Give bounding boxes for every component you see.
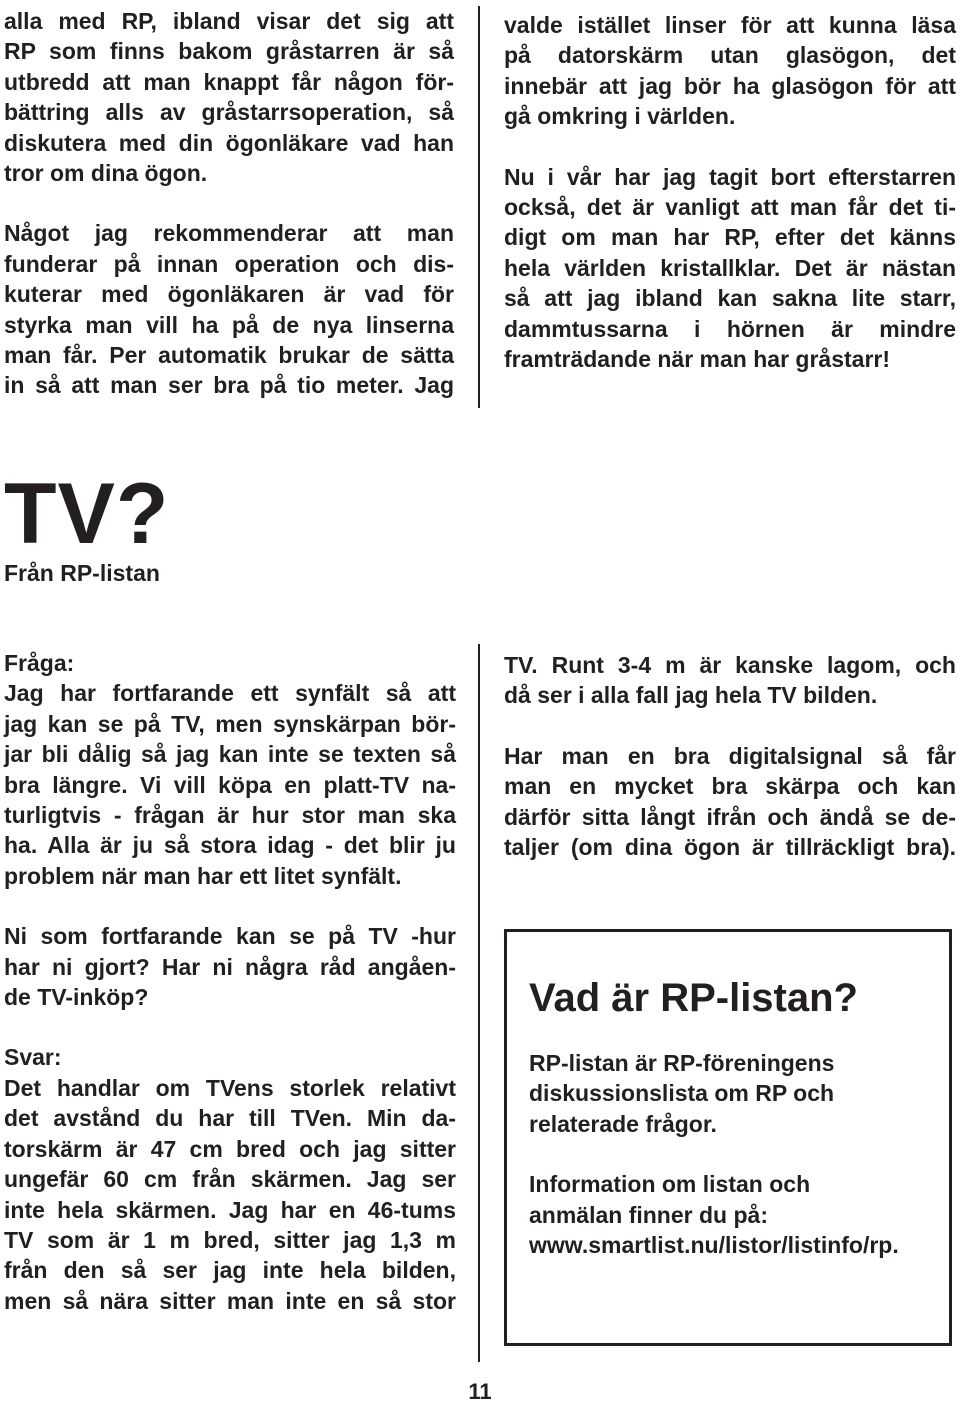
text-line: då ser i alla fall jag hela TV bilden.	[504, 682, 878, 709]
text-line: har ni gjort? Har ni några råd angåen-	[4, 953, 456, 980]
text-line: bra längre. Vi vill köpa en platt-TV na-	[4, 771, 456, 798]
paragraph	[4, 678, 456, 891]
section-subtitle: Från RP-listan	[4, 560, 160, 586]
text-line: styrka man vill ha på de nya linserna	[4, 311, 454, 338]
page-number: 11	[468, 1379, 492, 1404]
text-line: valde istället linser för att kunna läsa	[504, 12, 956, 38]
text-line: Det handlar om TVens storlek relativt	[4, 1074, 456, 1101]
paragraph	[4, 1073, 456, 1316]
text-line: från den så ser jag inte hela bilden,	[4, 1257, 456, 1284]
info-box	[504, 929, 952, 1346]
text-line: man får. Per automatik brukar de sätta	[4, 342, 454, 369]
text-line: relaterade frågor.	[529, 1110, 717, 1137]
text-line: Nu i vår har jag tagit bort efterstarren	[504, 163, 956, 190]
text-line: tror om dina ögon.	[4, 160, 208, 187]
text-line: Något jag rekommenderar att man	[4, 220, 454, 247]
paragraph	[504, 10, 956, 132]
text-line: men så nära sitter man inte en så stor	[4, 1287, 456, 1314]
text-line: de TV-inköp?	[4, 984, 149, 1011]
text-line: in så att man ser bra på tio meter. Jag	[4, 372, 454, 399]
section-title: TV?	[4, 466, 170, 562]
paragraph	[4, 6, 454, 188]
text-line: dammtussarna i hörnen är mindre	[504, 315, 956, 342]
text-line: anmälan finner du på:	[529, 1201, 768, 1228]
bottom-right-column	[504, 650, 956, 862]
paragraph	[4, 218, 454, 400]
text-line: man en mycket bra skärpa och kan	[504, 773, 956, 800]
text-line: alla med RP, ibland visar det sig att	[4, 8, 454, 34]
text-line: digt om man har RP, efter det känns	[504, 224, 956, 251]
text-line: Har man en bra digitalsignal så får	[504, 742, 956, 769]
text-line: innebär att jag bör ha glasögon för att	[504, 72, 956, 99]
info-box-link[interactable]: www.smartlist.nu/listor/listinfo/rp.	[529, 1232, 899, 1259]
text-line: på datorskärm utan glasögon, det	[504, 42, 956, 69]
text-line: torskärm är 47 cm bred och jag sitter	[4, 1135, 456, 1162]
text-line: TV. Runt 3-4 m är kanske lagom, och	[504, 652, 956, 678]
text-line: ha. Alla är ju så stora idag - det blir ju	[4, 832, 456, 859]
text-line: funderar på innan operation och dis-	[4, 250, 454, 277]
text-line: hela världen kristallklar. Det är nästan	[504, 254, 956, 281]
info-box-title: Vad är RP-listan?	[529, 976, 858, 1020]
text-line: också, det är vanligt att man får det ti-	[504, 194, 956, 221]
paragraph	[504, 741, 956, 863]
text-line: jar bli dålig så jag kan inte se texten så	[4, 741, 456, 768]
text-line: RP som finns bakom gråstarren är så	[4, 38, 454, 65]
text-line: ungefär 60 cm från skärmen. Jag ser	[4, 1166, 456, 1193]
text-line: Svar:	[4, 1044, 62, 1071]
text-line: så att jag ibland kan sakna lite starr,	[504, 285, 956, 312]
text-line: framträdande när man har gråstarr!	[504, 346, 891, 373]
paragraph	[504, 162, 956, 375]
text-line: TV som är 1 m bred, sitter jag 1,3 m	[4, 1226, 456, 1253]
top-left-column	[4, 6, 454, 401]
text-line: inte hela skärmen. Jag har en 46-tums	[4, 1196, 456, 1223]
answer-label	[4, 1042, 456, 1072]
top-right-column	[504, 10, 956, 374]
column-divider	[478, 644, 480, 1362]
text-line: därför sitta långt ifrån och ändå se de-	[504, 803, 956, 830]
text-line: Jag har fortfarande ett synfält så att	[4, 680, 456, 707]
text-line: turligtvis - frågan är hur stor man ska	[4, 802, 456, 829]
text-line: diskutera med din ögonläkare vad han	[4, 129, 454, 156]
text-line: taljer (om dina ögon är tillräckligt bra).	[504, 834, 956, 861]
info-box-text	[529, 1048, 949, 1260]
text-line: bättring alls av gråstarrsoperation, så	[4, 99, 454, 126]
text-line: Information om listan och	[529, 1171, 811, 1198]
text-line: Fråga:	[4, 650, 75, 676]
question-label	[4, 648, 456, 678]
text-line: diskussionslista om RP och	[529, 1080, 835, 1107]
paragraph	[504, 650, 956, 711]
text-line: gå omkring i världen.	[504, 103, 736, 130]
text-line: utbredd att man knappt får någon för-	[4, 68, 454, 95]
text-line: kuterar med ögonläkaren är vad för	[4, 281, 454, 308]
text-line: jag kan se på TV, men synskärpan bör-	[4, 710, 456, 737]
bottom-left-column	[4, 648, 456, 1316]
paragraph	[4, 921, 456, 1012]
text-line: RP-listan är RP-föreningens	[529, 1050, 835, 1076]
column-divider	[478, 6, 480, 408]
text-line: Ni som fortfarande kan se på TV -hur	[4, 923, 456, 950]
text-line: problem när man har ett litet synfält.	[4, 862, 402, 889]
text-line: det avstånd du har till TVen. Min da-	[4, 1105, 456, 1132]
